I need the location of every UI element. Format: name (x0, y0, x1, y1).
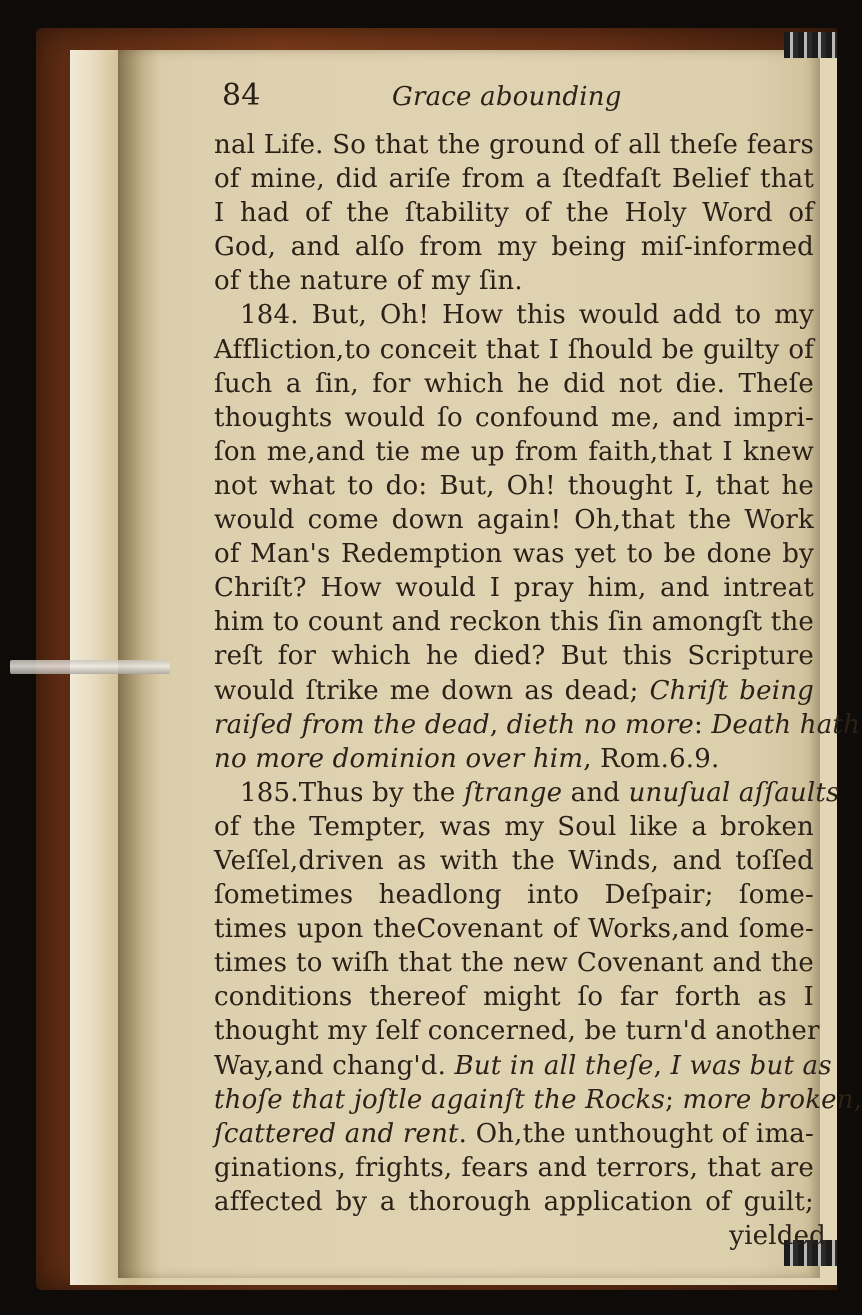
text-line (214, 1049, 832, 1083)
italic-text: raiſed from the dead (214, 709, 490, 740)
text-line (214, 708, 861, 742)
italic-text: Death hath (711, 709, 861, 740)
text-segment: of the nature of my ſin. (214, 266, 523, 297)
page-text (214, 72, 862, 1253)
text-line (214, 230, 814, 264)
text-line (214, 503, 814, 537)
text-line (214, 742, 814, 776)
text-segment: and (562, 777, 629, 808)
text-line (214, 1083, 862, 1117)
text-line (214, 776, 840, 810)
text-segment: Veſſel,driven as with the Winds, and toſſed (214, 845, 814, 876)
text-line (214, 196, 814, 230)
text-segment: of the Tempter, was my Soul like a broken (214, 811, 814, 842)
text-segment: times upon theCovenant of Works,and ſome- (214, 914, 814, 945)
text-segment: , (489, 709, 507, 740)
text-line (214, 810, 814, 844)
text-segment: would ſtrike me down as dead; (214, 675, 650, 706)
text-line (214, 435, 814, 469)
text-segment: Chriſt? How would I pray him, and intreat (214, 573, 814, 604)
text-segment: 184. But, Oh! How this would add to my (240, 300, 814, 331)
text-segment: 185.Thus by the (240, 777, 464, 808)
text-line (214, 844, 814, 878)
text-line (214, 639, 814, 673)
running-head: Grace abounding (392, 82, 622, 112)
text-segment: ſometimes headlong into Deſpair; ſome- (214, 880, 814, 911)
text-segment: Way,and chang'd. (214, 1050, 455, 1081)
text-line (214, 333, 814, 367)
text-line (214, 128, 814, 162)
page-number: 84 (222, 78, 261, 113)
text-segment: ſuch a ſin, for which he did not die. Theſe (214, 368, 814, 399)
italic-text: no more dominion over him (214, 743, 584, 774)
text-segment: . Oh,the unthought of ima- (458, 1118, 814, 1149)
text-segment: , Rom.6.9. (583, 743, 720, 774)
text-segment: ſon me,and tie me up from faith,that I knew (214, 436, 814, 467)
text-segment: ginations, frights, fears and terrors, that are (214, 1152, 814, 1183)
text-line (214, 946, 814, 980)
text-line (214, 605, 814, 639)
catchword: yielded (729, 1221, 826, 1251)
text-segment: nal Life. So that the ground of all theſe fears (214, 130, 814, 160)
text-segment: him to count and reckon this ſin amongſt the (214, 607, 814, 638)
text-line (214, 401, 814, 435)
text-segment: God, and alſo from my being miſ-informed (214, 232, 814, 263)
text-segment: of mine, did ariſe from a ſtedfaſt Belief that (214, 164, 814, 195)
text-line (214, 1117, 814, 1151)
page-header (214, 72, 814, 128)
italic-text: I was but as (670, 1050, 832, 1081)
text-segment: ; (665, 1084, 683, 1115)
clasp-top (784, 32, 837, 58)
text-line (214, 264, 814, 298)
text-segment: not what to do: But, Oh! thought I, that he (214, 470, 814, 501)
text-segment: , (853, 1084, 862, 1115)
page-marker (10, 660, 170, 674)
italic-text: ſcattered and rent (214, 1118, 459, 1149)
italic-text: Chriſt being (649, 675, 814, 706)
italic-text: But in all theſe (454, 1050, 654, 1081)
text-segment: conditions thereof might ſo far forth as I (214, 982, 814, 1013)
text-line (214, 980, 814, 1014)
text-segment: times to wiſh that the new Covenant and the (214, 948, 814, 979)
text-segment: would come down again! Oh,that the Work (214, 505, 814, 536)
text-line (214, 878, 814, 912)
text-segment: thought my ſelf concerned, be turn'd another (214, 1016, 820, 1047)
text-line (214, 469, 814, 503)
italic-text: ſtrange (463, 777, 563, 808)
text-segment: Affliction,to conceit that I ſhould be guilty of (214, 334, 814, 365)
body-text (214, 128, 862, 1219)
italic-text: thoſe that joſtle againſt the Rocks (214, 1084, 666, 1115)
text-line (214, 367, 814, 401)
text-line (214, 537, 814, 571)
text-segment: of Man's Redemption was yet to be done by (214, 539, 814, 570)
italic-text: dieth no more (506, 709, 694, 740)
text-segment: I had of the ſtability of the Holy Word of (214, 198, 814, 229)
text-line (214, 571, 814, 605)
italic-text: more broken (682, 1084, 854, 1115)
text-line (214, 298, 814, 332)
text-line (214, 1185, 814, 1219)
text-line (214, 674, 814, 708)
text-line (214, 1151, 814, 1185)
text-line (214, 1014, 820, 1048)
text-segment: affected by a thorough application of guilt; (214, 1186, 814, 1217)
text-line (214, 912, 814, 946)
text-segment: : (693, 709, 712, 740)
text-segment: , (653, 1050, 671, 1081)
italic-text: unuſual aſſaults (628, 777, 840, 808)
text-segment: reſt for which he died? But this Scripture (214, 641, 814, 672)
text-line (214, 162, 814, 196)
text-segment: thoughts would ſo confound me, and impri- (214, 402, 814, 433)
